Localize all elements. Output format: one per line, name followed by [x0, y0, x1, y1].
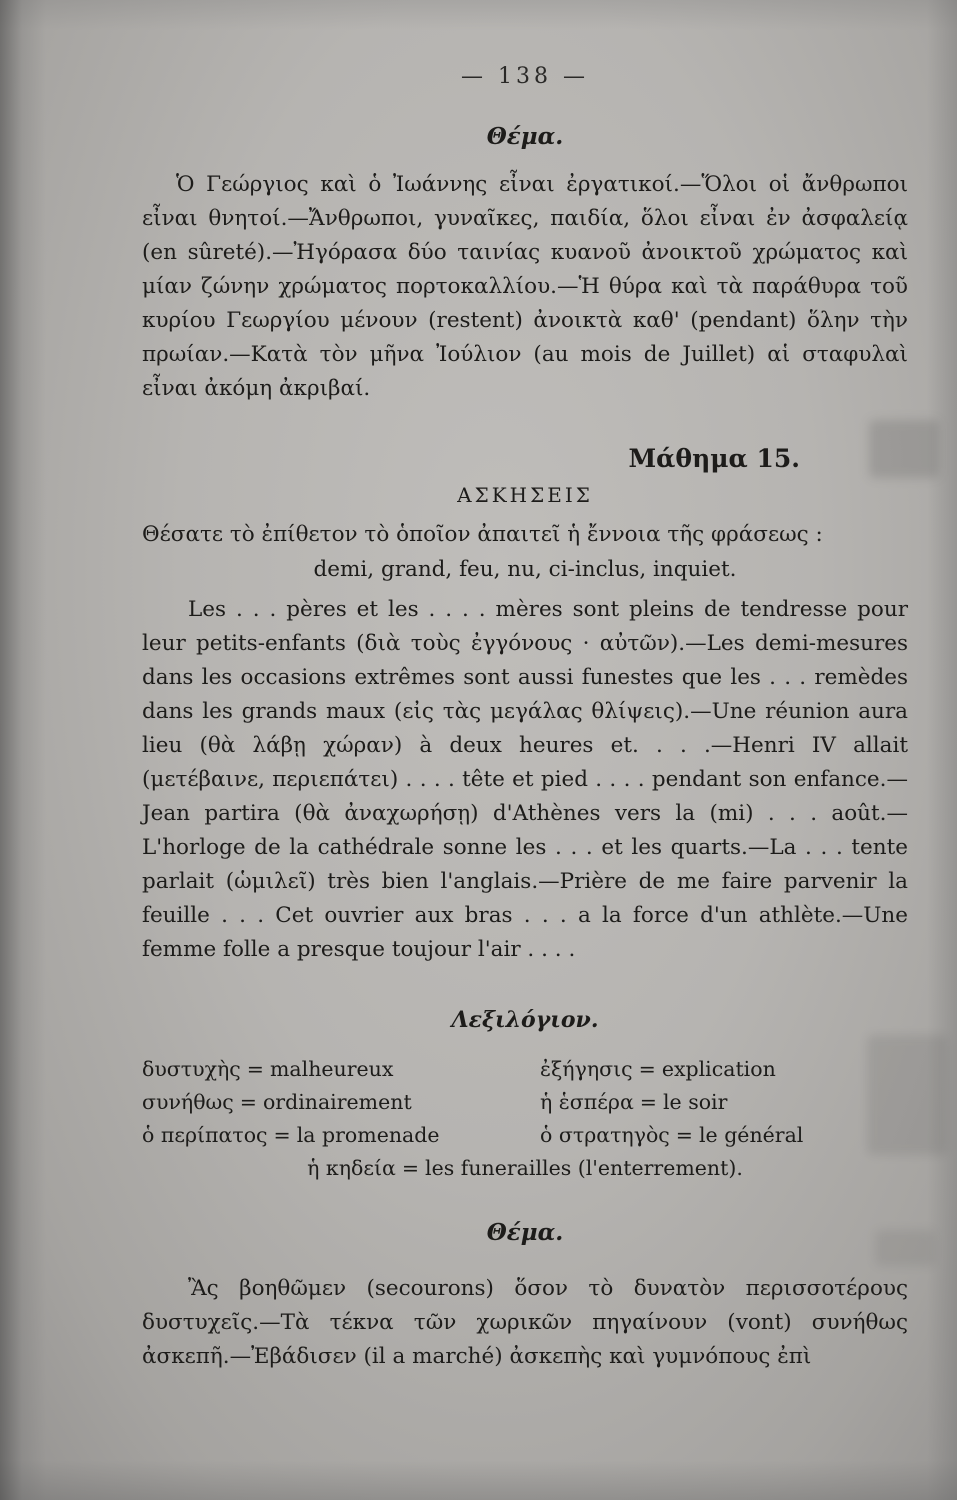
equals-sign: =	[239, 1090, 257, 1114]
vocab-entry	[142, 1053, 540, 1086]
vocab-french: le soir	[662, 1090, 728, 1114]
equals-sign: =	[638, 1057, 656, 1081]
vocab-footer-entry	[142, 1152, 908, 1185]
vocab-french: ordinairement	[262, 1090, 412, 1114]
exercise-instruction: Θέσατε τὸ ἐπίθετον τὸ ὁποῖον ἀπαιτεῖ ἡ ἔννοια τῆς φράσεως :	[142, 522, 823, 547]
scan-bleed-artifact	[867, 1035, 947, 1155]
thema-1-paragraph: Ὁ Γεώργιος καὶ ὁ Ἰωάννης εἶναι ἐργατικοί.—Ὅλοι οἱ ἄνθρωποι εἶναι θνητοί.—Ἄνθρωποι, γυναῖκες, παιδία, ὅλοι εἶναι ἐν ἀσφαλείᾳ (en sûreté).—Ἠγόρασα δύο ταινίας κυανοῦ ἀνοικτοῦ χρώματος καὶ μίαν ζώνην χρώματος πορτοκαλλίου.—Ἡ θύρα καὶ τὰ παράθυρα τοῦ κυρίου Γεωργίου μένουν (restent) ἀνοικτὰ καθ' (pendant) ὅλην τὴν πρωίαν.—Κατὰ τὸν μῆνα Ἰούλιον (au mois de Juillet) αἱ σταφυλαὶ εἶναι ἀκόμη ἀκριβαί.	[142, 172, 908, 401]
scan-bleed-artifact	[875, 1230, 935, 1266]
equals-sign: =	[246, 1057, 264, 1081]
scan-bleed-artifact	[869, 420, 939, 478]
vocab-greek: ἡ κηδεία	[307, 1156, 396, 1180]
lesson-title: Μάθημα 15.	[628, 444, 800, 473]
vocabulary-title: Λεξιλόγιον.	[451, 1007, 599, 1033]
vocabulary-right-column	[540, 1053, 908, 1152]
vocab-french: les funerailles (l'enterrement).	[425, 1156, 743, 1180]
vocab-french: malheureux	[269, 1057, 394, 1081]
vocabulary-table	[142, 1053, 908, 1152]
vocab-greek: ὁ περίπατος	[142, 1123, 268, 1147]
vocab-entry	[540, 1086, 908, 1119]
vocab-greek: ἡ ἑσπέρα	[540, 1090, 634, 1114]
page-number: — 138 —	[461, 64, 589, 89]
adjective-word-list: demi, grand, feu, nu, ci-inclus, inquiet.	[313, 557, 737, 582]
vocab-french: le général	[698, 1123, 804, 1147]
exercises-heading: ΑΣΚΗΣΕΙΣ	[457, 483, 593, 507]
vocabulary-left-column	[142, 1053, 540, 1152]
vocab-greek: ὁ στρατηγὸς	[540, 1123, 670, 1147]
equals-sign: =	[639, 1090, 657, 1114]
vocab-greek: ἐξήγησις	[540, 1057, 633, 1081]
section-thema-2-title: Θέμα.	[486, 1219, 564, 1246]
equals-sign: =	[273, 1123, 291, 1147]
vocab-greek: συνήθως	[142, 1090, 234, 1114]
equals-sign: =	[401, 1156, 420, 1180]
equals-sign: =	[675, 1123, 693, 1147]
vocab-entry	[142, 1119, 540, 1152]
thema-2-paragraph: Ἂς βοηθῶμεν (secourons) ὅσον τὸ δυνατὸν περισσοτέρους δυστυχεῖς.—Τὰ τέκνα τῶν χωρικῶν πηγαίνουν (vont) συνήθως ἀσκεπῆ.—Ἐβάδισεν (il a marché) ἀσκεπὴς καὶ γυμνόπους ἐπὶ	[142, 1276, 908, 1369]
vocab-entry	[540, 1119, 908, 1152]
section-thema-1-title: Θέμα.	[486, 123, 564, 150]
vocab-french: la promenade	[296, 1123, 440, 1147]
vocab-greek: δυστυχὴς	[142, 1057, 241, 1081]
vocab-entry	[142, 1086, 540, 1119]
vocab-entry	[540, 1053, 908, 1086]
exercise-paragraph: Les . . . pères et les . . . . mères sont pleins de tendresse pour leur petits-enfants (διὰ τοὺς ἐγγόνους · αὐτῶν).—Les demi-mesures dans les occasions extrêmes sont aussi funestes que les . . . remèdes dans les grands maux (εἰς τὰς μεγάλας θλίψεις).—Une réunion aura lieu (θὰ λάβῃ χώραν) à deux heures et. . . .—Henri IV allait (μετέβαινε, περιεπάτει) . . . . tête et pied . . . . pendant son enfance.—Jean partira (θὰ ἀναχωρήσῃ) d'Athènes vers la (mi) . . . août.—L'horloge de la cathédrale sonne les . . . et les quarts.—La . . . tente parlait (ὡμιλεῖ) très bien l'anglais.—Prière de me faire parvenir la feuille . . . Cet ouvrier aux bras . . . a la force d'un athlète.—Une femme folle a presque toujour l'air . . . .	[142, 597, 908, 962]
vocab-french: explication	[661, 1057, 776, 1081]
